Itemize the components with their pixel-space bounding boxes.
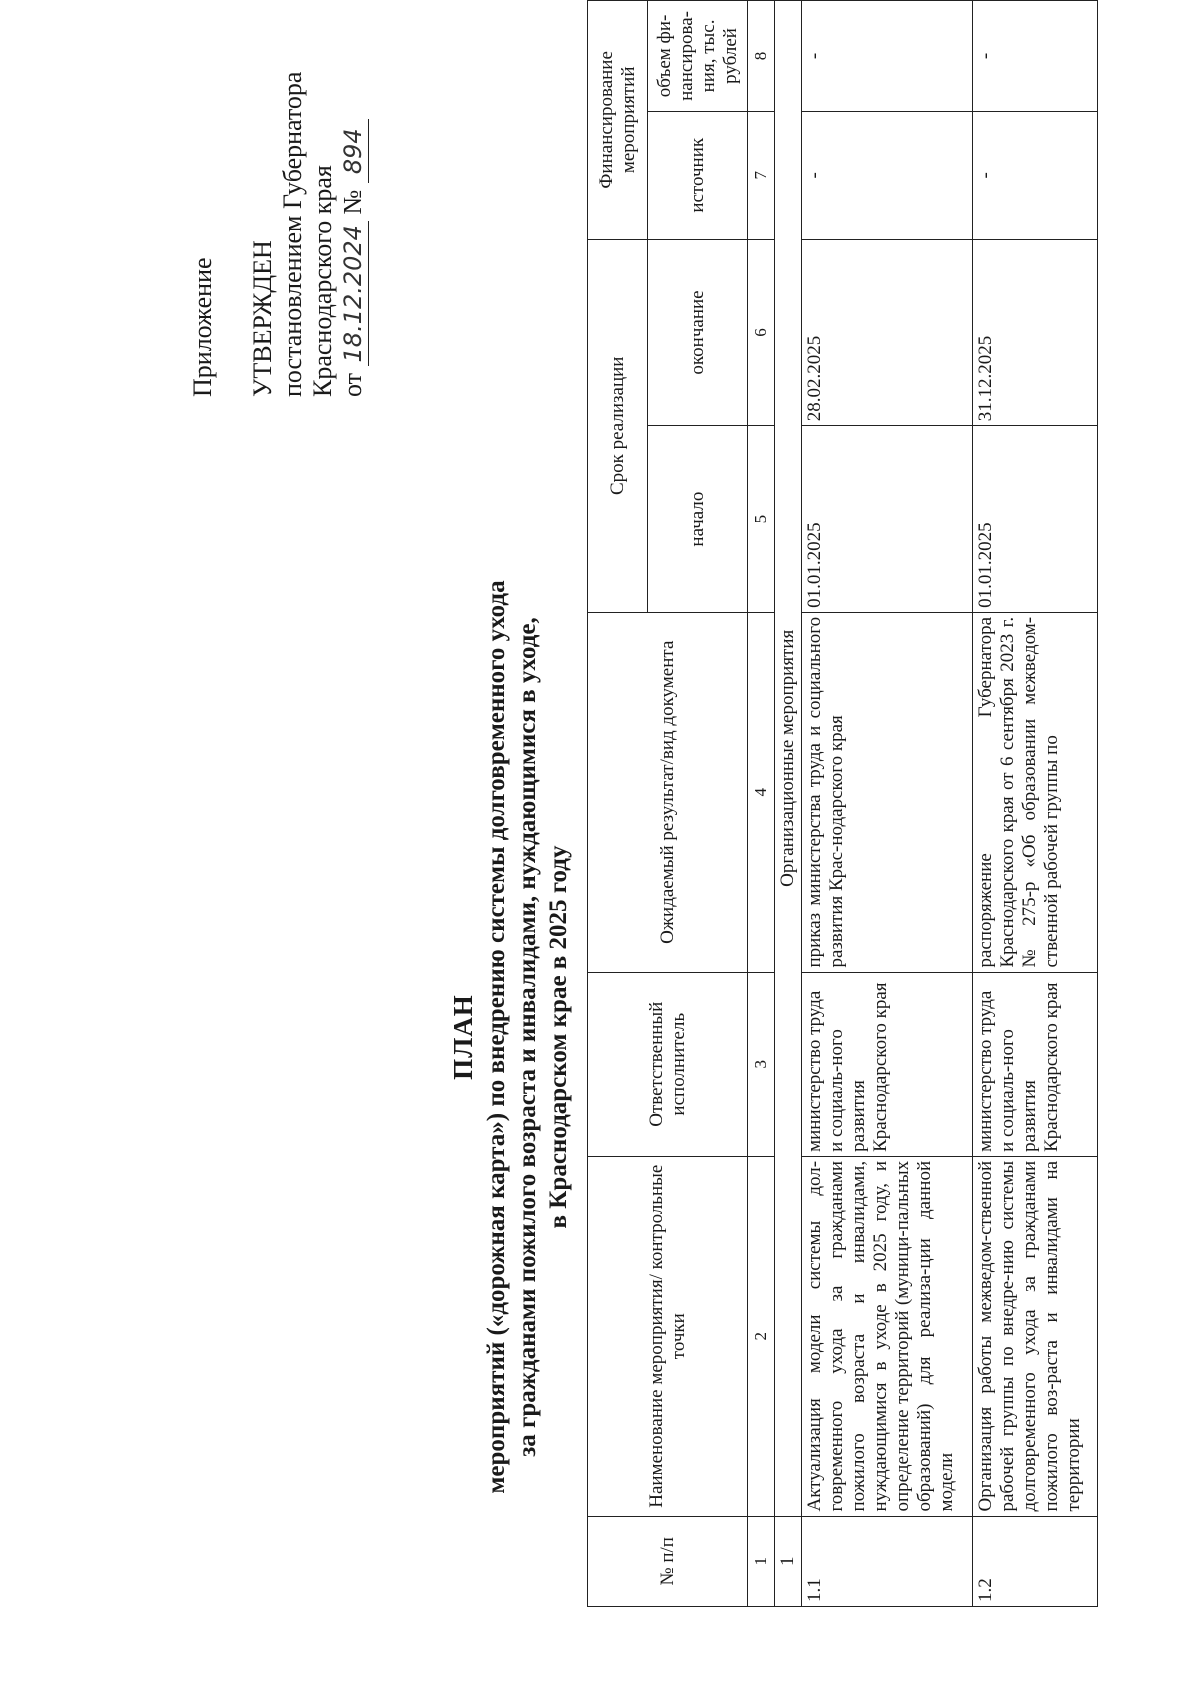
row-result: распоряжение Губернатора Краснодарского края от 6 сентября 2023 г. № 275-р «Об образовании межведом-ственной рабочей группы по (973, 612, 1098, 972)
handwritten-number: 894 (339, 128, 367, 175)
number-prefix: № (338, 189, 367, 215)
row-result: приказ министерства труда и социального развития Крас-нодарского края (802, 612, 973, 972)
title-line-1: мероприятий («дорожная карта») по внедрению системы долговременного ухода (483, 580, 510, 1494)
header-financing: Финансирование мероприятий (588, 1, 648, 240)
header-volume: объем фи-нансирова-ния, тыс. рублей (648, 1, 748, 112)
row-end: 31.12.2025 (973, 239, 1098, 426)
section-number: 1 (775, 1516, 802, 1606)
row-name: Организация работы межведом-ственной рабочей группы по внедре-нию системы долговременного ухода за гражданами пожилого воз-раста и инвалидами на территории (973, 1156, 1098, 1516)
column-number: 6 (748, 239, 775, 426)
row-volume: - (802, 1, 973, 112)
row-start: 01.01.2025 (802, 426, 973, 613)
row-source: - (802, 111, 973, 239)
document-title (448, 487, 574, 1587)
row-name: Актуализация модели системы дол-говременного ухода за гражданами пожилого возраста и инвалидами, нуждающимися в уходе в 2025 году, и определение территорий (муници-пальных образований) для реализа-ции данной модели (802, 1156, 973, 1516)
section-row (775, 1, 802, 1607)
header-period: Срок реализации (588, 239, 648, 612)
column-number: 1 (748, 1516, 775, 1606)
column-number: 3 (748, 972, 775, 1156)
header-num: № п/п (588, 1516, 748, 1606)
row-executor: министерство труда и социаль-ного развития Краснодарского края (802, 972, 973, 1156)
row-end: 28.02.2025 (802, 239, 973, 426)
column-number-row (748, 1, 775, 1607)
header-result: Ожидаемый результат/вид документа (588, 612, 748, 972)
header-name: Наименование мероприятия/ контрольные точки (588, 1156, 748, 1516)
date-prefix: от (338, 372, 367, 397)
column-number: 5 (748, 426, 775, 613)
table-row (973, 1, 1098, 1607)
title-main: ПЛАН (448, 994, 478, 1080)
approved-title: УТВЕРЖДЕН (248, 240, 277, 397)
title-line-3: в Краснодарском крае в 2025 году (545, 845, 572, 1229)
column-number: 2 (748, 1156, 775, 1516)
header-executor: Ответственный исполнитель (588, 972, 748, 1156)
row-start: 01.01.2025 (973, 426, 1098, 613)
row-num: 1.2 (973, 1516, 1098, 1606)
header-start: начало (648, 426, 748, 613)
column-number: 7 (748, 111, 775, 239)
approval-date-number (338, 72, 369, 397)
header-source: источник (648, 111, 748, 239)
plan-table (587, 0, 1098, 1607)
approved-by: постановлением Губернатора (278, 71, 307, 397)
header-end: окончание (648, 239, 748, 426)
handwritten-date: 18.12.2024 (339, 225, 367, 363)
appendix-label: Приложение (188, 257, 217, 397)
row-executor: министерство труда и социаль-ного развития Краснодарского края (973, 972, 1098, 1156)
section-title: Организационные мероприятия (775, 1, 802, 1517)
column-number: 4 (748, 612, 775, 972)
approved-region: Краснодарского края (308, 165, 337, 397)
row-num: 1.1 (802, 1516, 973, 1606)
row-volume: - (973, 1, 1098, 112)
row-source: - (973, 111, 1098, 239)
approval-block (248, 72, 369, 397)
title-line-2: за гражданами пожилого возраста и инвалидами, нуждающимися в уходе, (514, 617, 541, 1457)
table-row (802, 1, 973, 1607)
column-number: 8 (748, 1, 775, 112)
